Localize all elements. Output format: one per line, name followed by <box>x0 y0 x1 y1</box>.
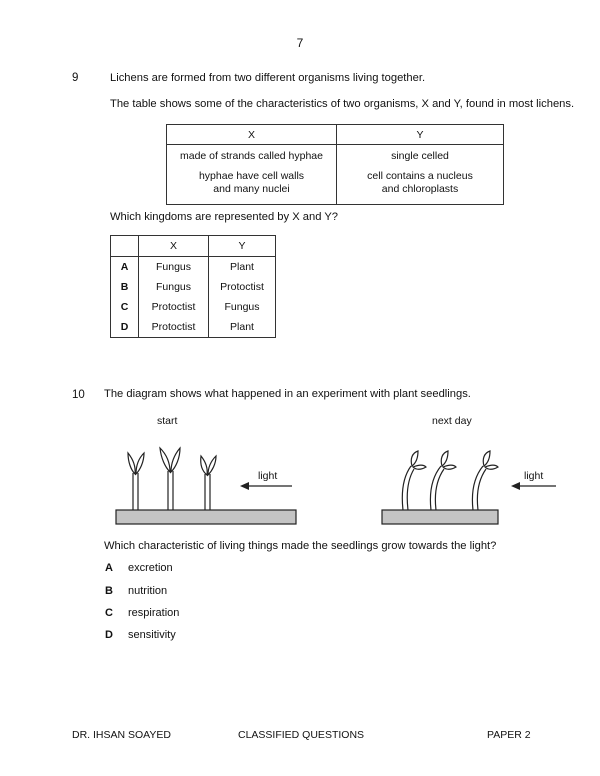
option-b <box>105 585 167 597</box>
y-characteristic-1: single celled <box>391 150 449 162</box>
table-header-x: X <box>167 125 337 145</box>
y-characteristic-2a: cell contains a nucleus <box>367 170 473 182</box>
option-letter: C <box>111 297 139 317</box>
option-letter: D <box>105 629 113 641</box>
question-10-intro: The diagram shows what happened in an experiment with plant seedlings. <box>104 388 471 400</box>
option-c <box>105 607 179 619</box>
option-x: Fungus <box>139 257 209 278</box>
option-d <box>105 629 176 641</box>
light-label-next-day: light <box>524 470 544 482</box>
option-x: Protoctist <box>139 297 209 317</box>
start-tray <box>116 510 296 524</box>
next-day-label: next day <box>432 415 472 427</box>
x-characteristic-1: made of strands called hyphae <box>179 150 323 162</box>
option-text: respiration <box>128 607 180 619</box>
option-y: Fungus <box>209 297 276 317</box>
question-10-number: 10 <box>72 389 85 401</box>
answer-table-header-y: Y <box>209 236 276 257</box>
question-9-question: Which kingdoms are represented by X and Y? <box>110 211 339 223</box>
question-9-number: 9 <box>72 72 79 84</box>
page-number: 7 <box>296 36 304 50</box>
option-text: excretion <box>128 562 173 574</box>
x-characteristic-2b: and many nuclei <box>213 183 290 195</box>
x-characteristic-2a: hyphae have cell walls <box>198 170 305 182</box>
option-x: Fungus <box>139 277 209 297</box>
start-label: start <box>157 415 178 427</box>
next-day-seedlings <box>382 451 556 524</box>
option-y: Protoctist <box>209 277 276 297</box>
option-y: Plant <box>209 317 276 338</box>
option-letter: B <box>111 277 139 297</box>
option-text: sensitivity <box>128 629 176 641</box>
option-x: Protoctist <box>139 317 209 338</box>
y-characteristic-2b: and chloroplasts <box>381 183 459 195</box>
option-letter: A <box>105 562 113 574</box>
question-10-question: Which characteristic of living things made the seedlings grow towards the light? <box>104 540 497 552</box>
footer-author: DR. IHSAN SOAYED <box>72 729 171 741</box>
option-letter: C <box>105 607 113 619</box>
start-seedlings <box>116 448 296 524</box>
answer-table-header-x: X <box>139 236 209 257</box>
light-label-start: light <box>258 470 278 482</box>
option-letter: A <box>111 257 139 278</box>
question-9-intro: Lichens are formed from two different organisms living together. <box>110 72 426 84</box>
option-letter: D <box>111 317 139 338</box>
footer-paper: PAPER 2 <box>487 729 531 741</box>
question-9-table-intro: The table shows some of the characteristics of two organisms, X and Y, found in most lichens. <box>110 98 575 110</box>
option-y: Plant <box>209 257 276 278</box>
footer-title: CLASSIFIED QUESTIONS <box>238 729 365 741</box>
table-header-y: Y <box>337 125 504 145</box>
option-letter: B <box>105 585 113 597</box>
option-text: nutrition <box>128 585 168 597</box>
next-day-tray <box>382 510 498 524</box>
option-a <box>105 562 173 574</box>
